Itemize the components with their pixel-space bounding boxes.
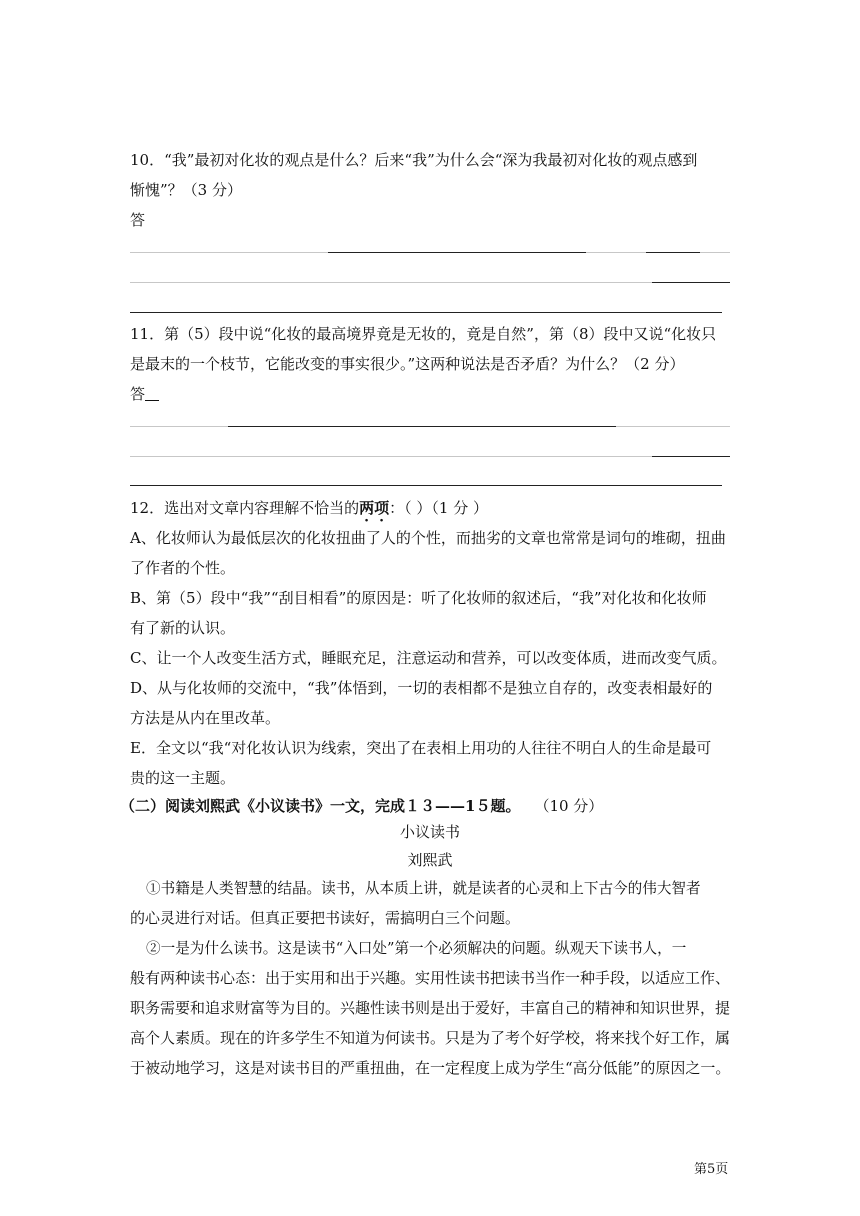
q11-answer-line-2 [130,456,730,457]
q10-text-line1: 10．“我”最初对化妆的观点是什么？后来“我”为什么会“深为我最初对化妆的观点感到 [130,151,698,169]
section2-heading: （二）阅读刘熙武《小议读书》一文，完成１３——1５题。 （10 分） [120,797,604,815]
q11-text-line1: 11．第（5）段中说“化妆的最高境界竟是无妆的，竟是自然”，第（8）段中又说“化妆只 [130,325,717,343]
q12-option-a: A、化妆师认为最低层次的化妆扭曲了人的个性，而拙劣的文章也常常是词句的堆砌，扭曲 [130,529,726,547]
q10-answer-line-1-underline-b [646,252,700,253]
paragraph-1-line1: ①书籍是人类智慧的结晶。读书，从本质上讲，就是读者的心灵和上下古今的伟大智者 [146,879,701,897]
q12-option-d: D、从与化妆师的交流中，“我”体悟到，一切的表相都不是独立自存的，改变表相最好的 [130,679,713,697]
q10-text-line2: 惭愧”？（3 分） [130,181,242,199]
paragraph-2-line5: 于被动地学习，这是对读书目的严重扭曲，在一定程度上成为学生“高分低能”的原因之一。 [130,1059,731,1077]
paragraph-2-line2: 般有两种读书心态：出于实用和出于兴趣。实用性读书把读书当作一种手段，以适应工作、 [130,969,731,987]
q12-emphasis-liang: 两 [359,499,375,517]
article-title: 小议读书 [399,823,460,841]
q12-option-c: C、让一个人改变生活方式，睡眠充足，注意运动和营养，可以改变体质，进而改变气质。 [130,649,727,667]
q11-text-line2: 是最末的一个枝节，它能改变的事实很少。”这两种说法是否矛盾？为什么？（2 分） [130,355,685,373]
paragraph-2-line4: 高个人素质。现在的许多学生不知道为何读书。只是为了考个好学校，将来找个好工作，属 [130,1029,731,1047]
q12-option-a-cont: 了作者的个性。 [130,559,236,577]
q11-answer-line-2-underline [652,456,730,457]
q12-option-e: E．全文以“我“对化妆认识为线索，突出了在表相上用功的人往往不明白人的生命是最可 [130,739,712,757]
q12-option-e-cont: 贵的这一主题。 [130,769,236,787]
paragraph-1-line2: 的心灵进行对话。但真正要把书读好，需搞明白三个问题。 [130,909,521,927]
q11-answer-line-3 [130,485,722,486]
q10-answer-label: 答 [130,211,146,229]
q10-answer-line-3 [130,312,722,313]
q10-answer-line-2 [130,282,730,283]
q12-option-d-cont: 方法是从内在里改革。 [130,709,281,727]
q11-answer-line-1-underline [228,426,616,427]
q12-option-b: B、第（5）段中“我”“刮目相看”的原因是：听了化妆师的叙述后，“我”对化妆和化妆师 [130,589,707,607]
paragraph-2-line1: ②一是为什么读书。这是读书“入口处”第一个必须解决的问题。纵观天下读书人，一 [146,939,687,957]
page-number: 第5页 [694,1162,729,1177]
q10-answer-line-1-underline [328,252,586,253]
q12-emphasis-xiang: 项 [374,499,390,517]
q11-answer-label: 答 [130,384,730,404]
q12-option-b-cont: 有了新的认识。 [130,619,236,637]
article-author: 刘熙武 [407,851,453,869]
q10-answer-line-2-underline [652,282,730,283]
q12-question: 12．选出对文章内容理解不恰当的两项：（ ）（1 分 ） [130,499,488,517]
paragraph-2-line3: 职务需要和追求财富等为目的。兴趣性读书则是出于爱好，丰富自己的精神和知识世界，提 [130,999,731,1017]
